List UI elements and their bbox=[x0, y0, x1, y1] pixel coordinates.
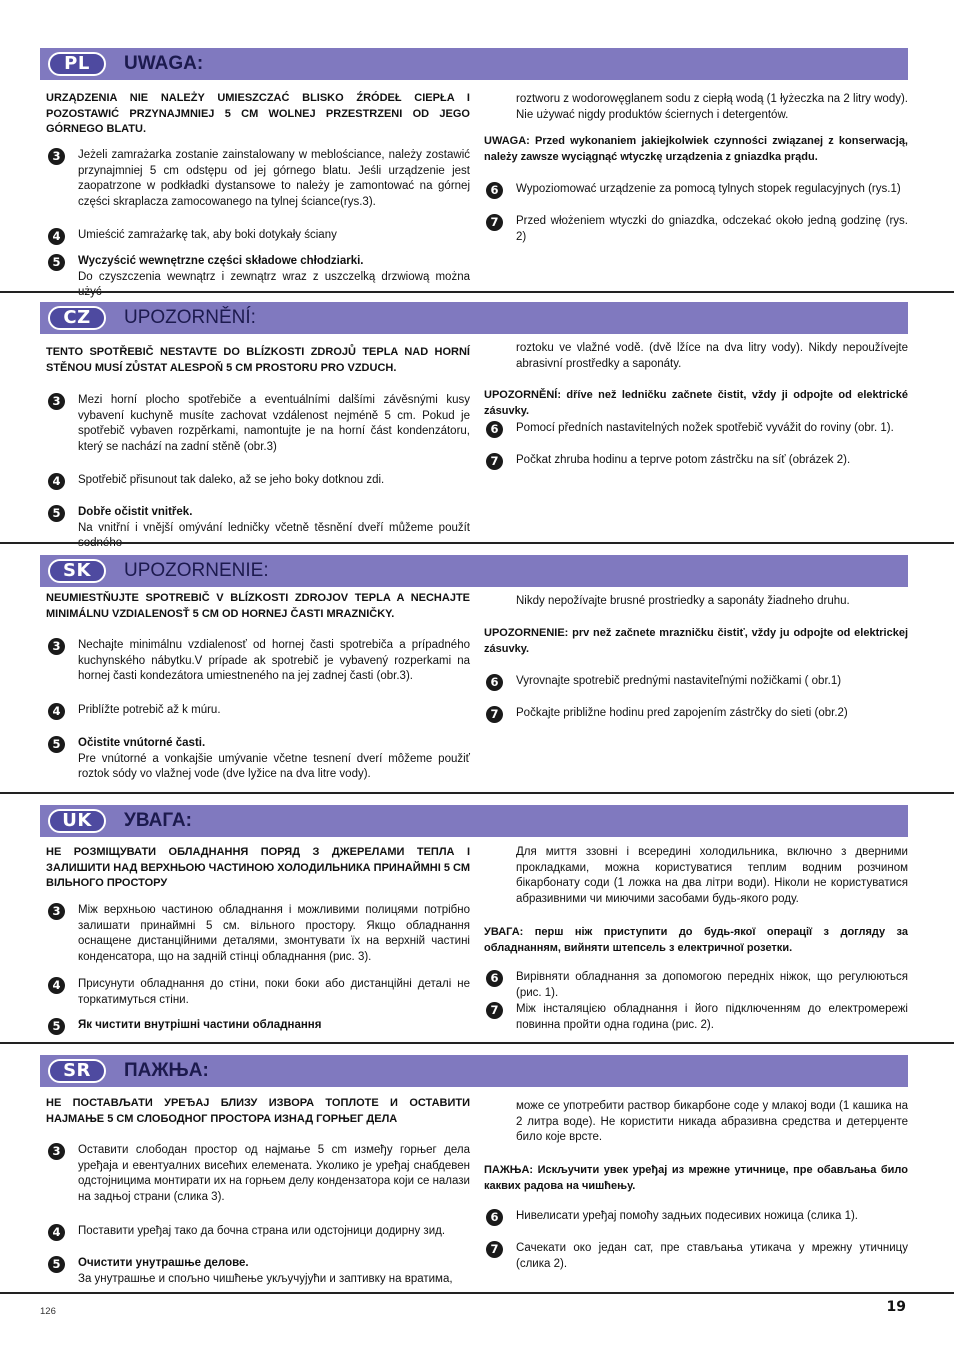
section-title: UPOZORNĚNÍ: bbox=[124, 307, 256, 328]
step-text: Umieścić zamrażarkę tak, aby boki dotykały ściany bbox=[78, 229, 337, 241]
step-number: 4 bbox=[48, 977, 65, 994]
step-text: Mezi horní plocho spotřebiče a eventuálními dalšími závěsnými kusy vybavení kuchyně musíte zachovat vzdálenost nejméně 5 cm. Pokud je spotřebič vybaven rozpěrkami, namontujte je na horní část kondenzátoru, který se nachází na zadní stěně (obr.3) bbox=[78, 394, 470, 453]
step-number: 4 bbox=[48, 1224, 65, 1241]
page-number: 19 bbox=[886, 1299, 906, 1315]
maintenance-warning: UPOZORNĚNÍ: dříve než ledničku začnete čistit, vždy ji odpojte od elektrické zásuvky. bbox=[484, 389, 908, 417]
section-divider bbox=[0, 1042, 954, 1044]
step-text: Оставити слободан простор од најмање 5 cm између горњег дела уређаја и евентуалних висећих елемената. Уколико је уређај снабдевен одстојницима монтирати их на горњем делу кондензатора који се налази на задњој страни (слика 3). bbox=[78, 1144, 470, 1203]
step-text: Між верхньою частиною обладнання і можливими полицями потрібно залишати принаймні 5 см. вільного простору. Якщо обладнання оснащене дистанційними деталями, змонтувати їх на верхній частині конденсатора, що на задній стінці обладнання (рис. 3). bbox=[78, 904, 470, 963]
step-number: 6 bbox=[486, 674, 503, 691]
maintenance-warning: УВАГА: перш ніж приступити до будь-якої операції з догляду за обладнанням, вийняти штепсель з електричної розетки. bbox=[484, 926, 908, 954]
step-text: Pomocí předních nastavitelných nožek spotřebič vyvážit do roviny (obr. 1). bbox=[516, 422, 894, 434]
continuation-text: roztworu z wodorowęglanem sodu z ciepłą wodą (1 łyżeczka na 2 litry wody). Nie używać nigdy produktów ściernych i detergentów. bbox=[516, 93, 908, 121]
step-text: Між інсталяцією обладнання і його підключенням до електромережі повинна пройти одна година (рис. 2). bbox=[516, 1003, 908, 1031]
step-text: Spotřebič přisunout tak daleko, až se jeho boky dotknou zdi. bbox=[78, 474, 385, 486]
step-number: 6 bbox=[486, 182, 503, 199]
step-heading: Wyczyścić wewnętrzne części składowe chłodziarki. bbox=[78, 255, 364, 267]
warning-text: URZĄDZENIA NIE NALEŻY UMIESZCZAĆ BLISKO ŹRÓDEŁ CIEPŁA I POZOSTAWIĆ PRZYNAJMNIEJ 5 CM WOLNEJ PRZESTRZENI OD JEGO GÓRNEGO BLATU. bbox=[46, 92, 470, 135]
section-title: УВАГА: bbox=[124, 810, 192, 831]
document-code: 126 bbox=[40, 1306, 56, 1317]
step-text: Wypoziomować urządzenie za pomocą tylnych stopek regulacyjnych (rys.1) bbox=[516, 183, 901, 195]
step-heading: Як чистити внутрішні частини обладнання bbox=[78, 1019, 322, 1031]
step-text: Vyrovnajte spotrebič prednými nastaviteľnými nožičkami ( obr.1) bbox=[516, 675, 842, 687]
continuation-text: roztoku ve vlažné vodě. (dvě lžíce na dva litry vody). Nikdy nepoužívejte abrasivní prostředky a saponáty. bbox=[516, 342, 908, 370]
step-text: Priblížte potrebič až k múru. bbox=[78, 704, 221, 716]
step-number: 3 bbox=[48, 903, 65, 920]
section-title: ПАЖЊА: bbox=[124, 1060, 209, 1081]
step-number: 5 bbox=[48, 1018, 65, 1035]
warning-text: НЕ РОЗМІЩУВАТИ ОБЛАДНАННЯ ПОРЯД З ДЖЕРЕЛАМИ ТЕПЛА І ЗАЛИШИТИ НАД ВЕРХНЬОЮ ЧАСТИНОЮ ХОЛОДИЛЬНИКА ПРИНАЙМНІ 5 СМ ВІЛЬНОГО ПРОСТОРУ bbox=[46, 846, 470, 889]
section-banner-pl bbox=[40, 48, 908, 80]
step-number: 3 bbox=[48, 638, 65, 655]
maintenance-warning: ПАЖЊА: Искључити увек уређај из мрежне утичнице, пре обављања било каквих радова на чишћењу. bbox=[484, 1164, 908, 1192]
step-text: Присунути обладнання до стіни, поки боки або дистанційні деталі не торкатимуться стіни. bbox=[78, 978, 470, 1006]
warning-text: TENTO SPOTŘEBIČ NESTAVTE DO BLÍZKOSTI ZDROJŮ TEPLA NAD HORNÍ STĚNOU MUSÍ ZŮSTAT ALESPOŇ 5 CM PROSTORU PRO VZDUCH. bbox=[46, 346, 470, 374]
language-badge-cz: CZ bbox=[48, 306, 106, 330]
continuation-text: може се употребити раствор бикарбоне соде у млакој води (1 кашика на 2 литра воде). Не користити никада абразивна средства и детерџенте било које врсте. bbox=[516, 1100, 908, 1143]
step-text: Počkajte približne hodinu pred zapojením zástrčky do sieti (obr.2) bbox=[516, 707, 848, 719]
step-number: 7 bbox=[486, 453, 503, 470]
step-text: Вирівняти обладнання за допомогою передніх ніжок, що регулюються (рис. 1). bbox=[516, 971, 908, 999]
step-text: Pre vnútorné a vonkajšie umývanie včetne tesnení dverí môžeme použiť roztok sódy vo vlažnej vode (dve lyžice na dva litre vody). bbox=[78, 752, 470, 780]
language-badge-uk: UK bbox=[48, 809, 106, 833]
warning-text: NEUMIESTŇUJTE SPOTREBIČ V BLÍZKOSTI ZDROJOV TEPLA A NECHAJTE MINIMÁLNU VZDIALENOSŤ 5 CM OD HORNEJ ČASTI MRAZNIČKY. bbox=[46, 592, 470, 620]
step-number: 5 bbox=[48, 254, 65, 271]
step-number: 6 bbox=[486, 970, 503, 987]
section-divider bbox=[0, 542, 954, 544]
step-number: 3 bbox=[48, 1143, 65, 1160]
section-banner-sk bbox=[40, 555, 908, 587]
step-text: Jeżeli zamrażarka zostanie zainstalowany w meblościance, należy zostawić przynajmniej 5 cm odstępu od jej górnego blatu. Jeśli urządzenie jest zaopatrzone w podkładki dystansowe to należy je zamontować na górnej części skraplacza zamocowanego na tylnej ściance(rys.3). bbox=[78, 149, 470, 208]
step-heading: Očistite vnútorné časti. bbox=[78, 737, 206, 749]
step-number: 3 bbox=[48, 148, 65, 165]
section-title: UWAGA: bbox=[124, 53, 204, 74]
section-divider bbox=[0, 792, 954, 794]
section-divider bbox=[0, 291, 954, 293]
step-text: Przed włożeniem wtyczki do gniazdka, odczekać około jedną godzinę (rys. 2) bbox=[516, 215, 908, 243]
continuation-text: Nikdy nepožívajte brusné prostriedky a saponáty žiadneho druhu. bbox=[516, 595, 850, 607]
section-divider bbox=[0, 1292, 954, 1294]
step-number: 7 bbox=[486, 1241, 503, 1258]
language-badge-pl: PL bbox=[48, 52, 106, 76]
step-number: 7 bbox=[486, 1002, 503, 1019]
section-title: UPOZORNENIE: bbox=[124, 560, 269, 581]
step-text: Do czyszczenia wewnątrz i zewnątrz wraz z uszczelką drzwiową można bbox=[78, 270, 470, 283]
step-number: 5 bbox=[48, 505, 65, 522]
step-text: Počkat zhruba hodinu a teprve potom zástrčku na síť (obrázek 2). bbox=[516, 454, 851, 466]
step-text: Na vnitřní i vnější omývání ledničky včetně těsnění dveří můžeme použít bbox=[78, 521, 470, 534]
section-banner-cz bbox=[40, 302, 908, 334]
step-number: 7 bbox=[486, 706, 503, 723]
step-number: 4 bbox=[48, 228, 65, 245]
step-text: Поставити уређај тако да бочна страна или одстојници додирну зид. bbox=[78, 1225, 446, 1237]
step-number: 6 bbox=[486, 1209, 503, 1226]
step-text: Nechajte minimálnu vzdialenosť od hornej časti spotrebiča a prípadného kuchynského nábytku.V prípade ak spotrebič je vybavený rozperkami na hornej časti kondezátora umiestneného na jej zadnej časti (obr.3). bbox=[78, 639, 470, 682]
step-number: 5 bbox=[48, 736, 65, 753]
section-banner-uk bbox=[40, 805, 908, 837]
step-number: 5 bbox=[48, 1256, 65, 1273]
warning-text: НЕ ПОСТАВЉАТИ УРЕЂАЈ БЛИЗУ ИЗВОРА ТОПЛОТЕ И ОСТАВИТИ НАЈМАЊЕ 5 CM СЛОБОДНОГ ПРОСТОРА ИЗНАД ГОРЊЕГ ДЕЛА bbox=[46, 1097, 470, 1125]
step-heading: Dobře očistit vnitřek. bbox=[78, 506, 193, 518]
step-number: 4 bbox=[48, 703, 65, 720]
step-heading: Очистити унутрашње делове. bbox=[78, 1257, 249, 1269]
continuation-text: Для миття ззовні і всередині холодильника, включно з дверними прокладками, можна користуватися теплим водним розчином бікарбонату соди (1 ложка на два літри води). Ніколи не користуватися абразивними чи миючими засобами будь-якого роду. bbox=[516, 846, 908, 905]
step-number: 7 bbox=[486, 214, 503, 231]
maintenance-warning: UWAGA: Przed wykonaniem jakiejkolwiek czynności związanej z konserwacją, należy zawsze wyciągnąć wtyczkę urządzenia z gniazdka prądu. bbox=[484, 135, 908, 163]
step-text: Нивелисати уређај помоћу задњих подесивих ножица (слика 1). bbox=[516, 1210, 858, 1222]
section-banner-sr bbox=[40, 1055, 908, 1087]
step-text: За унутрашње и спољно чишћење укључујући и заптивку на вратима, bbox=[78, 1272, 453, 1285]
step-number: 3 bbox=[48, 393, 65, 410]
step-text: Сачекати око један сат, пре стављања утикача у мрежну утичницу (слика 2). bbox=[516, 1242, 908, 1270]
language-badge-sk: SK bbox=[48, 559, 106, 583]
step-number: 6 bbox=[486, 421, 503, 438]
maintenance-warning: UPOZORNENIE: prv než začnete mrazničku čistiť, vždy ju odpojte od elektrickej zásuvky. bbox=[484, 627, 908, 655]
language-badge-sr: SR bbox=[48, 1059, 106, 1083]
step-number: 4 bbox=[48, 473, 65, 490]
